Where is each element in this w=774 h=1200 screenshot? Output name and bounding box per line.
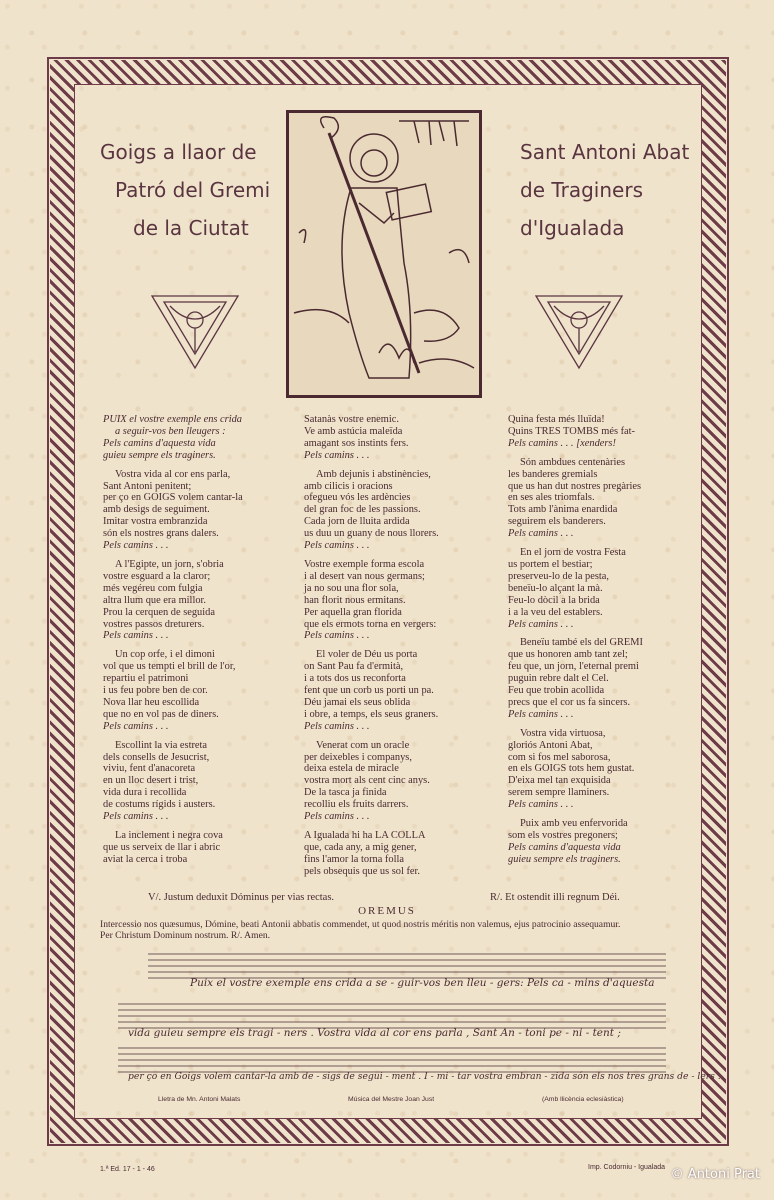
col2-line: ofegueu vós les ardències (304, 492, 411, 504)
oremus-heading: OREMUS (358, 905, 416, 917)
col3-line: Puix amb veu enfervorida (520, 818, 628, 830)
col3-line: gloriós Antoni Abat, (508, 739, 593, 751)
col2-line (304, 462, 504, 469)
col1-line: Pels camins d'aquesta vida (103, 437, 216, 449)
col1-line (103, 642, 303, 649)
watermark: © Antoni Prat (670, 1167, 760, 1182)
col3-line: que us han dut nostres pregàries (508, 480, 642, 492)
col2-line: recolliu els fruits darrers. (304, 799, 409, 811)
col1-line: Escollint la via estreta (115, 739, 208, 751)
music-staff-1 (148, 950, 666, 980)
col1-line (103, 462, 303, 469)
col2-line (304, 733, 504, 740)
col1-line (103, 733, 303, 740)
col1-line: Sant Antoni penitent; (103, 480, 192, 492)
col2-line: amb cilicis i oracions (304, 480, 393, 492)
title-left-line-3: de la Ciutat (133, 216, 249, 240)
col3-line: Són ambdues centenàries (520, 456, 626, 468)
col3-line: som els vostres pregoners; (508, 830, 618, 841)
col2-line: i al desert van nous germans; (304, 570, 425, 582)
col2-line (304, 552, 504, 559)
col2-line: amagant sos instints fers. (304, 437, 409, 449)
col3-line: com si fos mel saborosa, (508, 751, 611, 763)
col3-line: Feu-lo dòcil a la brida (508, 594, 600, 606)
col1-line: més vegéreu com fulgia (103, 582, 203, 594)
col1-line: vostre esguard a la claror; (103, 570, 211, 582)
col2-line: Amb dejunis i abstinències, (316, 468, 431, 480)
col3-line (508, 721, 678, 728)
prayer-line-1: Intercessio nos quæsumus, Dómine, beati Antonii abbatis commendet, ut quod nostris méritis non valemus, ejus patrocinio assequamur. (100, 919, 621, 930)
col1-line: dels consells de Jesucrist, (103, 751, 210, 763)
col1-line: Prou la cerquen de seguida (103, 606, 215, 618)
col1-line: PUIX el vostre exemple ens crida (103, 414, 242, 425)
col2-line: Déu jamai els seus oblida (304, 696, 411, 708)
col2-line: Satanàs vostre enemic. (304, 414, 399, 425)
col2-line: Pels camins . . . (304, 720, 370, 732)
col1-line: La inclement i negra cova (115, 830, 223, 841)
title-left-line-2: Patró del Gremi (115, 178, 271, 202)
printer: Imp. Codorniu - Igualada (588, 1164, 666, 1171)
col3-line (508, 630, 678, 637)
col3-line: feu que, un jorn, l'eternal premi (508, 661, 639, 673)
col3-line: Pels camins d'aquesta vida (508, 841, 621, 853)
col1-line: i us feu pobre ben de cor. (103, 685, 208, 697)
col3-line: les banderes gremials (508, 468, 598, 480)
col2-line: han florit nous ermitans. (304, 594, 406, 606)
col3-line (508, 540, 678, 547)
col2-line: que, cada any, a mig gener, (304, 841, 417, 853)
col2-line (304, 823, 504, 830)
lyrics-line-2: vida guieu sempre els tragi - ners . Vostra vida al cor ens parla , Sant An - toni pe - ni - tent ; (128, 1027, 621, 1039)
title-right-line-3: d'Igualada (520, 216, 625, 240)
right-triangle-ornament (534, 292, 624, 372)
col3-line: D'eixa mel tan exquisida (508, 775, 611, 787)
left-triangle-ornament (150, 292, 240, 372)
col1-line: Imitar vostra embranzida (103, 516, 208, 528)
col1-line: Vostra vida al cor ens parla, (115, 468, 231, 480)
col2-line: Venerat com un oracle (316, 739, 410, 751)
col3-line: en ses ales triomfals. (508, 492, 595, 504)
col3-line (508, 811, 678, 818)
music-staff-3 (118, 1044, 666, 1074)
col2-line (304, 642, 504, 649)
prayer-line-2: Per Christum Dominum nostrum. R/. Amen. (100, 930, 271, 941)
col1-line: en un lloc desert i trist, (103, 775, 199, 787)
col1-line: guieu sempre els traginers. (103, 449, 216, 461)
col2-line: Vostre exemple forma escola (304, 558, 425, 570)
col2-line: fins l'amor la torna folla (304, 853, 404, 865)
col3-line: Beneïu també els del GREMI (520, 637, 643, 649)
col1-line: Pels camins . . . (103, 630, 169, 642)
col1-line: per ço en GOIGS volem cantar-la (103, 492, 243, 504)
col2-line: El voler de Déu us porta (316, 649, 418, 661)
prayer-text (100, 919, 680, 941)
col3-line: en els GOIGS tots hem gustat. (508, 763, 635, 775)
col3-line: preserveu-lo de la pesta, (508, 570, 609, 582)
col3-line: beneïu-lo alçant la mà. (508, 582, 603, 594)
verse-column-1 (103, 414, 303, 866)
col2-line: deixa estela de miracle (304, 763, 399, 775)
col2-line: Ve amb astúcia maleïda (304, 425, 403, 437)
col3-line: i a la veu del establers. (508, 606, 603, 618)
col1-line: de costums rígids i austers. (103, 799, 216, 811)
col1-line: que us serveix de llar i abric (103, 841, 221, 853)
col1-line: són els nostres grans dalers. (103, 528, 219, 540)
music-staff-2 (118, 1000, 666, 1030)
col1-line: vostres passos dreturers. (103, 618, 205, 630)
col1-line: Pels camins . . . (103, 540, 169, 552)
col1-line: Nova llar heu escollida (103, 696, 200, 708)
col3-line: Pels camins . . . (508, 528, 574, 540)
response: R/. Et ostendit illi regnum Déi. (490, 892, 620, 903)
col1-line: a seguir-vos ben lleugers : (115, 425, 226, 437)
col1-line: Pels camins . . . (103, 811, 169, 823)
col3-line: Pels camins . . . [xenders! (508, 437, 616, 449)
col2-line: fent que un corb us porti un pa. (304, 685, 434, 697)
col2-line: Pels camins . . . (304, 811, 370, 823)
col2-line: us duu un guany de nous llorers. (304, 528, 439, 540)
col1-line: repartiu el patrimoni (103, 673, 189, 685)
credit-lyrics: Lletra de Mn. Antoni Malats (158, 1096, 241, 1103)
col3-line: serem sempre llaminers. (508, 787, 610, 799)
saint-anthony-woodcut (286, 110, 482, 398)
col2-line: pels obsequis que us sol fer. (304, 865, 421, 877)
col2-line: del gran foc de les passions. (304, 504, 421, 516)
col2-line: ja no sou una flor sola, (304, 582, 399, 594)
col2-line: per deixebles i companys, (304, 751, 412, 763)
col2-line: vostra mort als cent cinc anys. (304, 775, 430, 787)
col1-line: Un cop orfe, i el dimoni (115, 649, 215, 661)
col3-line: En el jorn de vostra Festa (520, 547, 626, 559)
credit-music: Música del Mestre Joan Just (348, 1096, 435, 1103)
credit-license: (Amb llicència eclesiàstica) (542, 1096, 624, 1103)
col1-line: que no en vol pas de diners. (103, 708, 219, 720)
col2-line: on Sant Pau fa d'ermità, (304, 661, 404, 673)
col3-line: Quins TRES TOMBS més fat- (508, 425, 636, 437)
col2-line: De la tasca ja finida (304, 787, 387, 799)
col3-line: que us honoren amb tant zel; (508, 649, 628, 661)
col2-line: Per aquella gran florida (304, 606, 402, 618)
col2-line: Pels camins . . . (304, 449, 370, 461)
col1-line (103, 823, 303, 830)
versicle: V/. Justum deduxit Dóminus per vias rectas. (148, 892, 335, 903)
col2-line: Pels camins . . . (304, 630, 370, 642)
col2-line: Pels camins . . . (304, 540, 370, 552)
col1-line: A l'Egipte, un jorn, s'obria (115, 558, 224, 570)
col1-line (103, 552, 303, 559)
verse-column-2 (304, 414, 504, 878)
col3-line: seguirem els banderers. (508, 516, 606, 528)
col1-line: viviu, fent d'anacoreta (103, 763, 196, 775)
col1-line: amb desigs de seguiment. (103, 504, 210, 516)
col3-line (508, 450, 678, 457)
col3-line: Feu que trobin acollida (508, 685, 605, 697)
col3-line: Pels camins . . . (508, 708, 574, 720)
col2-line: i obre, a temps, els seus graners. (304, 708, 439, 720)
col3-line: puguin rebre dalt el Cel. (508, 673, 609, 685)
col2-line: que els ermots torna en vergers: (304, 618, 437, 630)
col1-line: vol que us tempti el brill de l'or, (103, 661, 236, 673)
col3-line: Quina festa més lluïda! (508, 414, 605, 425)
title-right-line-2: de Traginers (520, 178, 643, 202)
col1-line: vida dura i recollida (103, 787, 187, 799)
col2-line: A Igualada hi ha LA COLLA (304, 830, 426, 841)
col1-line: altra llum que era millor. (103, 594, 207, 606)
edition-date: 1.ª Ed. 17 - 1 - 46 (100, 1166, 155, 1173)
title-right-line-1: Sant Antoni Abat (520, 140, 690, 164)
col3-line: precs que el cor us fa sincers. (508, 696, 631, 708)
col3-line: guieu sempre els traginers. (508, 853, 621, 865)
lyrics-line-1: Puix el vostre exemple ens crida a se - guir-vos ben lleu - gers: Pels ca - mins d'aquesta (190, 977, 655, 989)
col2-line: i a tots dos us reconforta (304, 673, 406, 685)
title-left-line-1: Goigs a llaor de (100, 140, 257, 164)
col1-line: aviat la cerca i troba (103, 853, 188, 865)
col3-line: us portem el bestiar; (508, 558, 593, 570)
lyrics-line-3: per ço en Goigs volem cantar-la amb de - sigs de segui - ment . I - mi - tar vostra embran - zida són els nos tres grans de - lers . (128, 1071, 721, 1082)
col3-line: Pels camins . . . (508, 618, 574, 630)
col1-line: Pels camins . . . (103, 720, 169, 732)
verse-column-3 (508, 414, 678, 866)
col2-line: Cada jorn de lluita ardida (304, 516, 410, 528)
col3-line: Tots amb l'ànima enardida (508, 504, 618, 516)
col3-line: Vostra vida virtuosa, (520, 727, 606, 739)
col3-line: Pels camins . . . (508, 799, 574, 811)
